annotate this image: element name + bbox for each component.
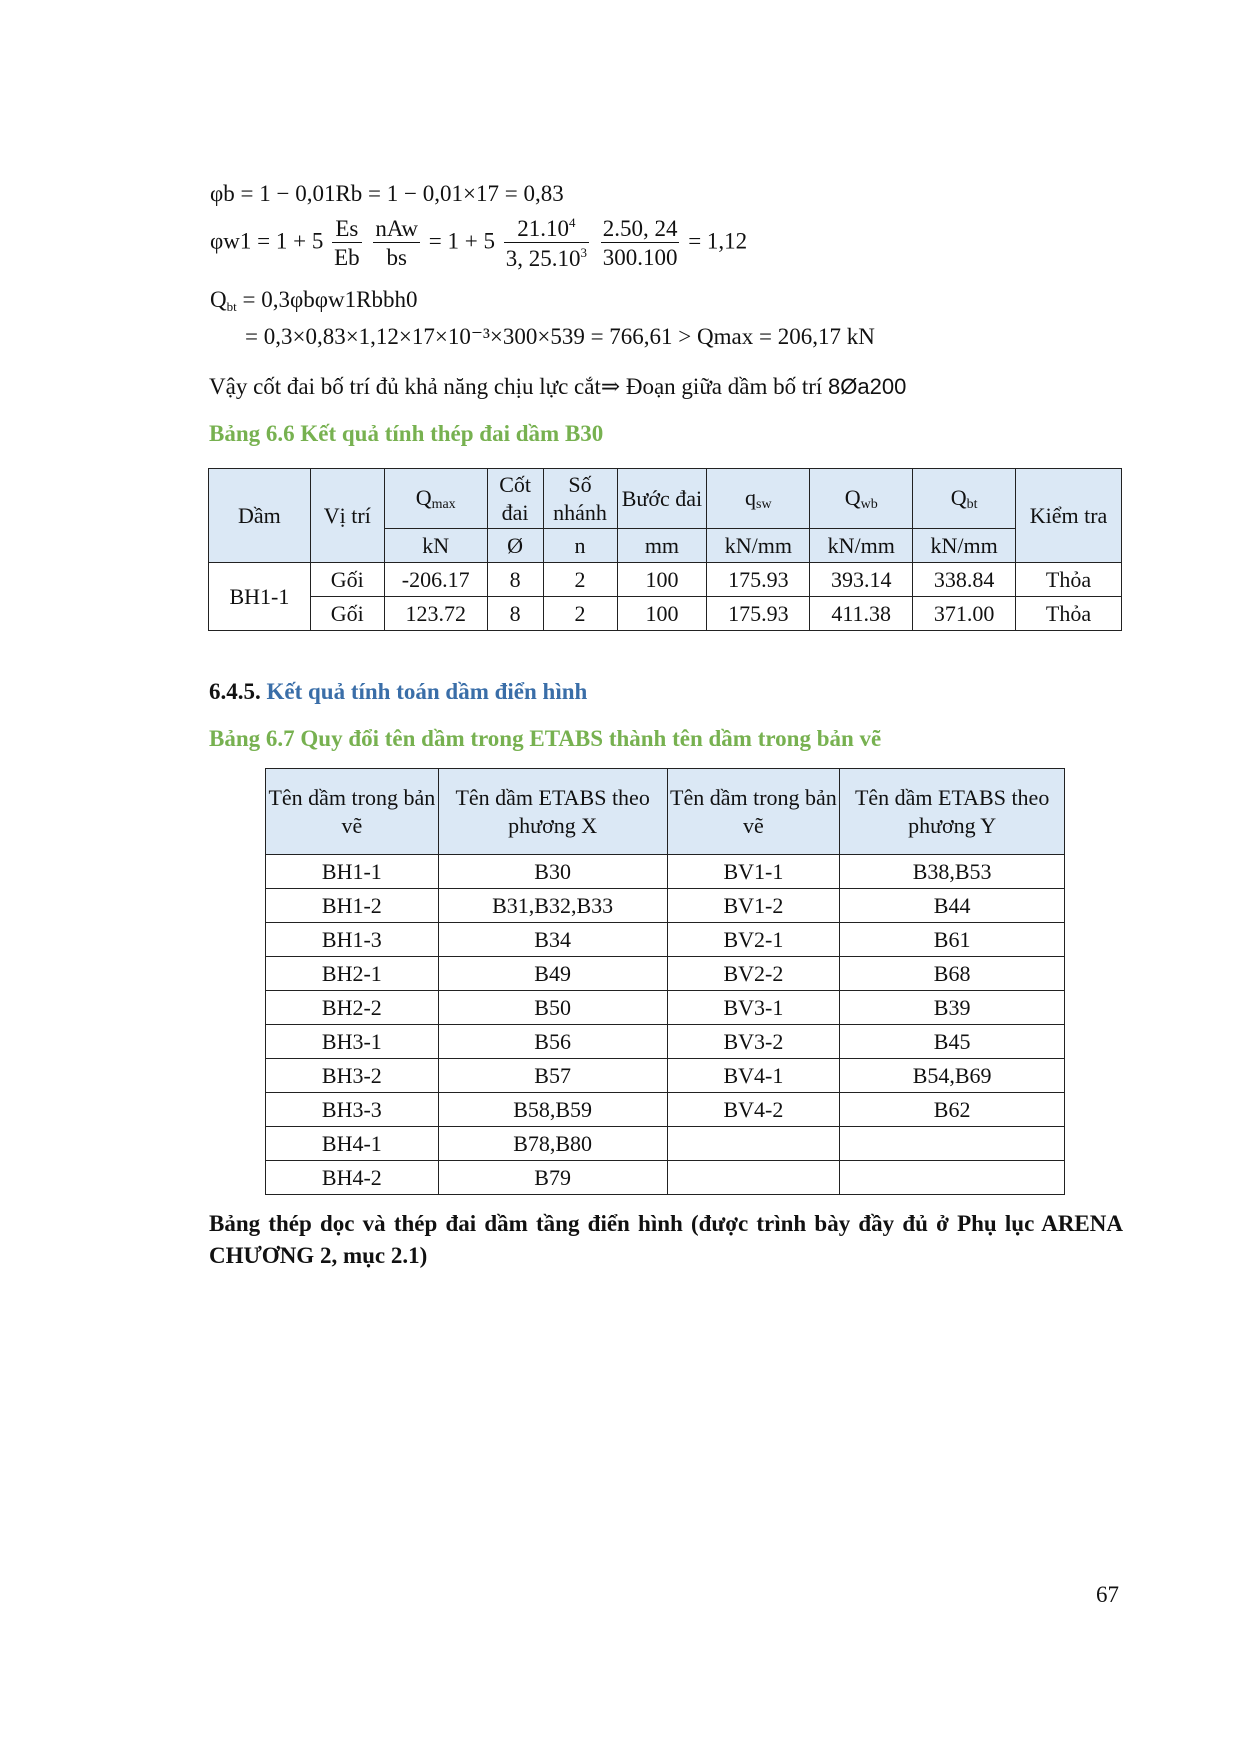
header-qwb bbox=[810, 469, 913, 529]
fraction-es-eb bbox=[332, 217, 362, 269]
table-cell: B57 bbox=[438, 1059, 667, 1093]
numerator-exponent: 4 bbox=[568, 215, 576, 230]
numerator-base: 21.10 bbox=[517, 216, 569, 241]
header-so-nhanh: Số nhánh bbox=[543, 469, 617, 529]
qbt-subscript: bt bbox=[966, 496, 978, 512]
equation-phi-w1 bbox=[210, 216, 747, 270]
fraction-denominator bbox=[504, 243, 589, 270]
table-cell: Thỏa bbox=[1016, 563, 1122, 597]
table-cell bbox=[840, 1127, 1065, 1161]
table-cell: BH1-3 bbox=[266, 923, 439, 957]
table-cell: BH3-3 bbox=[266, 1093, 439, 1127]
table-cell: BV3-1 bbox=[667, 991, 840, 1025]
section-number: 6.4.5. bbox=[209, 679, 261, 704]
denominator-base: 3, 25.10 bbox=[505, 246, 581, 271]
mapping-table-body bbox=[266, 855, 1065, 1195]
table-cell: B61 bbox=[840, 923, 1065, 957]
header-etabs-name-x: Tên dầm ETABS theo phương X bbox=[438, 769, 667, 855]
table-cell: BV2-2 bbox=[667, 957, 840, 991]
conclusion-paragraph bbox=[209, 374, 906, 400]
fraction-numerator bbox=[504, 216, 589, 243]
table-row bbox=[266, 1059, 1065, 1093]
table-cell: 175.93 bbox=[707, 597, 810, 631]
table-cell: 8 bbox=[487, 597, 543, 631]
table-cell: -206.17 bbox=[384, 563, 487, 597]
header-qmax bbox=[384, 469, 487, 529]
qwb-subscript: wb bbox=[860, 496, 878, 512]
qbt-formula: = 0,3φbφw1Rbbh0 bbox=[242, 287, 418, 312]
page-number: 67 bbox=[1096, 1582, 1119, 1607]
table-cell: B45 bbox=[840, 1025, 1065, 1059]
table-cell: 2 bbox=[543, 563, 617, 597]
table-cell: B44 bbox=[840, 889, 1065, 923]
beam-name-mapping-table bbox=[265, 768, 1065, 1195]
qbt-subscript: bt bbox=[226, 299, 237, 314]
qmax-symbol: Q bbox=[415, 484, 432, 510]
table-6-6-caption: Bảng 6.6 Kết quả tính thép đai dầm B30 bbox=[209, 421, 604, 446]
qwb-symbol: Q bbox=[844, 484, 861, 510]
table-cell: B78,B80 bbox=[438, 1127, 667, 1161]
denominator-exponent: 3 bbox=[580, 245, 587, 260]
table-cell: B79 bbox=[438, 1161, 667, 1195]
table-cell: 393.14 bbox=[810, 563, 913, 597]
beam-name-cell: BH1-1 bbox=[209, 563, 311, 631]
header-kiem-tra: Kiểm tra bbox=[1016, 469, 1122, 563]
table-cell: B68 bbox=[840, 957, 1065, 991]
equation-qbt-line2: = 0,3×0,83×1,12×17×10⁻³×300×539 = 766,61 > Qmax = 206,17 kN bbox=[245, 324, 875, 349]
footnote-paragraph: Bảng thép dọc và thép đai dầm tầng điển hình (được trình bày đầy đủ ở Phụ lục ARENA CHƯƠNG 2, mục 2.1) bbox=[209, 1211, 1123, 1268]
table-cell: BH3-2 bbox=[266, 1059, 439, 1093]
table-cell: BH1-2 bbox=[266, 889, 439, 923]
table-cell bbox=[840, 1161, 1065, 1195]
unit-cell: kN/mm bbox=[707, 529, 810, 563]
section-title: Kết quả tính toán dầm điển hình bbox=[266, 679, 588, 704]
stirrup-result-table bbox=[208, 468, 1122, 631]
fraction-modulus bbox=[504, 216, 589, 270]
conclusion-text: Vậy cốt đai bố trí đủ khả năng chịu lực cắt⇒ Đoạn giữa dầm bố trí bbox=[209, 374, 823, 399]
table-row bbox=[266, 1093, 1065, 1127]
table-cell: B56 bbox=[438, 1025, 667, 1059]
table-cell: B30 bbox=[438, 855, 667, 889]
table-row bbox=[266, 889, 1065, 923]
header-cot-dai: Cốt đai bbox=[487, 469, 543, 529]
qsw-subscript: sw bbox=[756, 496, 772, 512]
table-row bbox=[266, 1025, 1065, 1059]
table-cell: B31,B32,B33 bbox=[438, 889, 667, 923]
table-cell: BV3-2 bbox=[667, 1025, 840, 1059]
table-cell: B54,B69 bbox=[840, 1059, 1065, 1093]
table-cell bbox=[667, 1127, 840, 1161]
table-row bbox=[266, 991, 1065, 1025]
table-cell: 2 bbox=[543, 597, 617, 631]
header-etabs-name-y: Tên dầm ETABS theo phương Y bbox=[840, 769, 1065, 855]
qsw-symbol: q bbox=[745, 484, 757, 510]
section-heading bbox=[209, 679, 587, 705]
unit-cell: Ø bbox=[487, 529, 543, 563]
table-cell: B50 bbox=[438, 991, 667, 1025]
table-cell: BV1-2 bbox=[667, 889, 840, 923]
table-cell: BH3-1 bbox=[266, 1025, 439, 1059]
table-cell: B39 bbox=[840, 991, 1065, 1025]
table-cell: B38,B53 bbox=[840, 855, 1065, 889]
table-cell: B58,B59 bbox=[438, 1093, 667, 1127]
header-qsw bbox=[707, 469, 810, 529]
header-dam: Dầm bbox=[209, 469, 311, 563]
table-6-7-caption: Bảng 6.7 Quy đổi tên dầm trong ETABS thành tên dầm trong bản vẽ bbox=[209, 726, 882, 751]
fraction-denominator: 300.100 bbox=[602, 245, 678, 270]
fraction-ratio bbox=[601, 217, 680, 269]
fraction-denominator: bs bbox=[386, 245, 407, 270]
table-cell: 100 bbox=[617, 597, 707, 631]
table-cell: BH1-1 bbox=[266, 855, 439, 889]
table-cell: BV1-1 bbox=[667, 855, 840, 889]
table-cell: BV4-1 bbox=[667, 1059, 840, 1093]
table-cell: 8 bbox=[487, 563, 543, 597]
table-cell: 338.84 bbox=[913, 563, 1016, 597]
qbt-symbol: Q bbox=[210, 287, 227, 312]
fraction-numerator: nAw bbox=[375, 216, 418, 241]
header-qbt bbox=[913, 469, 1016, 529]
table-cell: BV4-2 bbox=[667, 1093, 840, 1127]
table-cell: 371.00 bbox=[913, 597, 1016, 631]
table-cell: 175.93 bbox=[707, 563, 810, 597]
table-cell: BH2-1 bbox=[266, 957, 439, 991]
header-buoc-dai: Bước đai bbox=[617, 469, 707, 529]
table-row bbox=[209, 563, 1122, 597]
equation-qbt-line1 bbox=[210, 288, 417, 313]
table-cell: Gối bbox=[310, 563, 384, 597]
table-row bbox=[266, 923, 1065, 957]
table-cell: BH4-1 bbox=[266, 1127, 439, 1161]
header-drawing-name-y: Tên dầm trong bản vẽ bbox=[667, 769, 840, 855]
table-cell: B49 bbox=[438, 957, 667, 991]
unit-cell: kN bbox=[384, 529, 487, 563]
header-drawing-name-x: Tên dầm trong bản vẽ bbox=[266, 769, 439, 855]
phi-w1-prefix: φw1 = 1 + 5 bbox=[210, 228, 324, 254]
stirrup-spacing: 8Øa200 bbox=[828, 374, 907, 399]
fraction-naw-bs bbox=[373, 217, 420, 269]
qbt-symbol: Q bbox=[950, 484, 967, 510]
table-cell: 123.72 bbox=[384, 597, 487, 631]
table-cell: B34 bbox=[438, 923, 667, 957]
table-row bbox=[266, 855, 1065, 889]
table-cell bbox=[667, 1161, 840, 1195]
unit-cell: kN/mm bbox=[913, 529, 1016, 563]
phi-w1-mid: = 1 + 5 bbox=[428, 228, 495, 254]
table-cell: 411.38 bbox=[810, 597, 913, 631]
unit-cell: mm bbox=[617, 529, 707, 563]
table-row bbox=[209, 597, 1122, 631]
unit-cell: kN/mm bbox=[810, 529, 913, 563]
table-row bbox=[266, 1127, 1065, 1161]
fraction-numerator: Es bbox=[332, 217, 362, 243]
table-row bbox=[266, 1161, 1065, 1195]
header-vi-tri: Vị trí bbox=[310, 469, 384, 563]
table-cell: BH4-2 bbox=[266, 1161, 439, 1195]
table-cell: B62 bbox=[840, 1093, 1065, 1127]
fraction-denominator: Eb bbox=[334, 245, 360, 270]
unit-cell: n bbox=[543, 529, 617, 563]
qmax-subscript: max bbox=[431, 496, 456, 512]
table-row bbox=[266, 957, 1065, 991]
equation-phi-b: φb = 1 − 0,01Rb = 1 − 0,01×17 = 0,83 bbox=[210, 181, 564, 206]
table-cell: BH2-2 bbox=[266, 991, 439, 1025]
table-cell: 100 bbox=[617, 563, 707, 597]
table-cell: BV2-1 bbox=[667, 923, 840, 957]
phi-w1-result: = 1,12 bbox=[688, 228, 748, 254]
table-cell: Gối bbox=[310, 597, 384, 631]
fraction-numerator: 2.50, 24 bbox=[602, 216, 678, 241]
table-cell: Thỏa bbox=[1016, 597, 1122, 631]
